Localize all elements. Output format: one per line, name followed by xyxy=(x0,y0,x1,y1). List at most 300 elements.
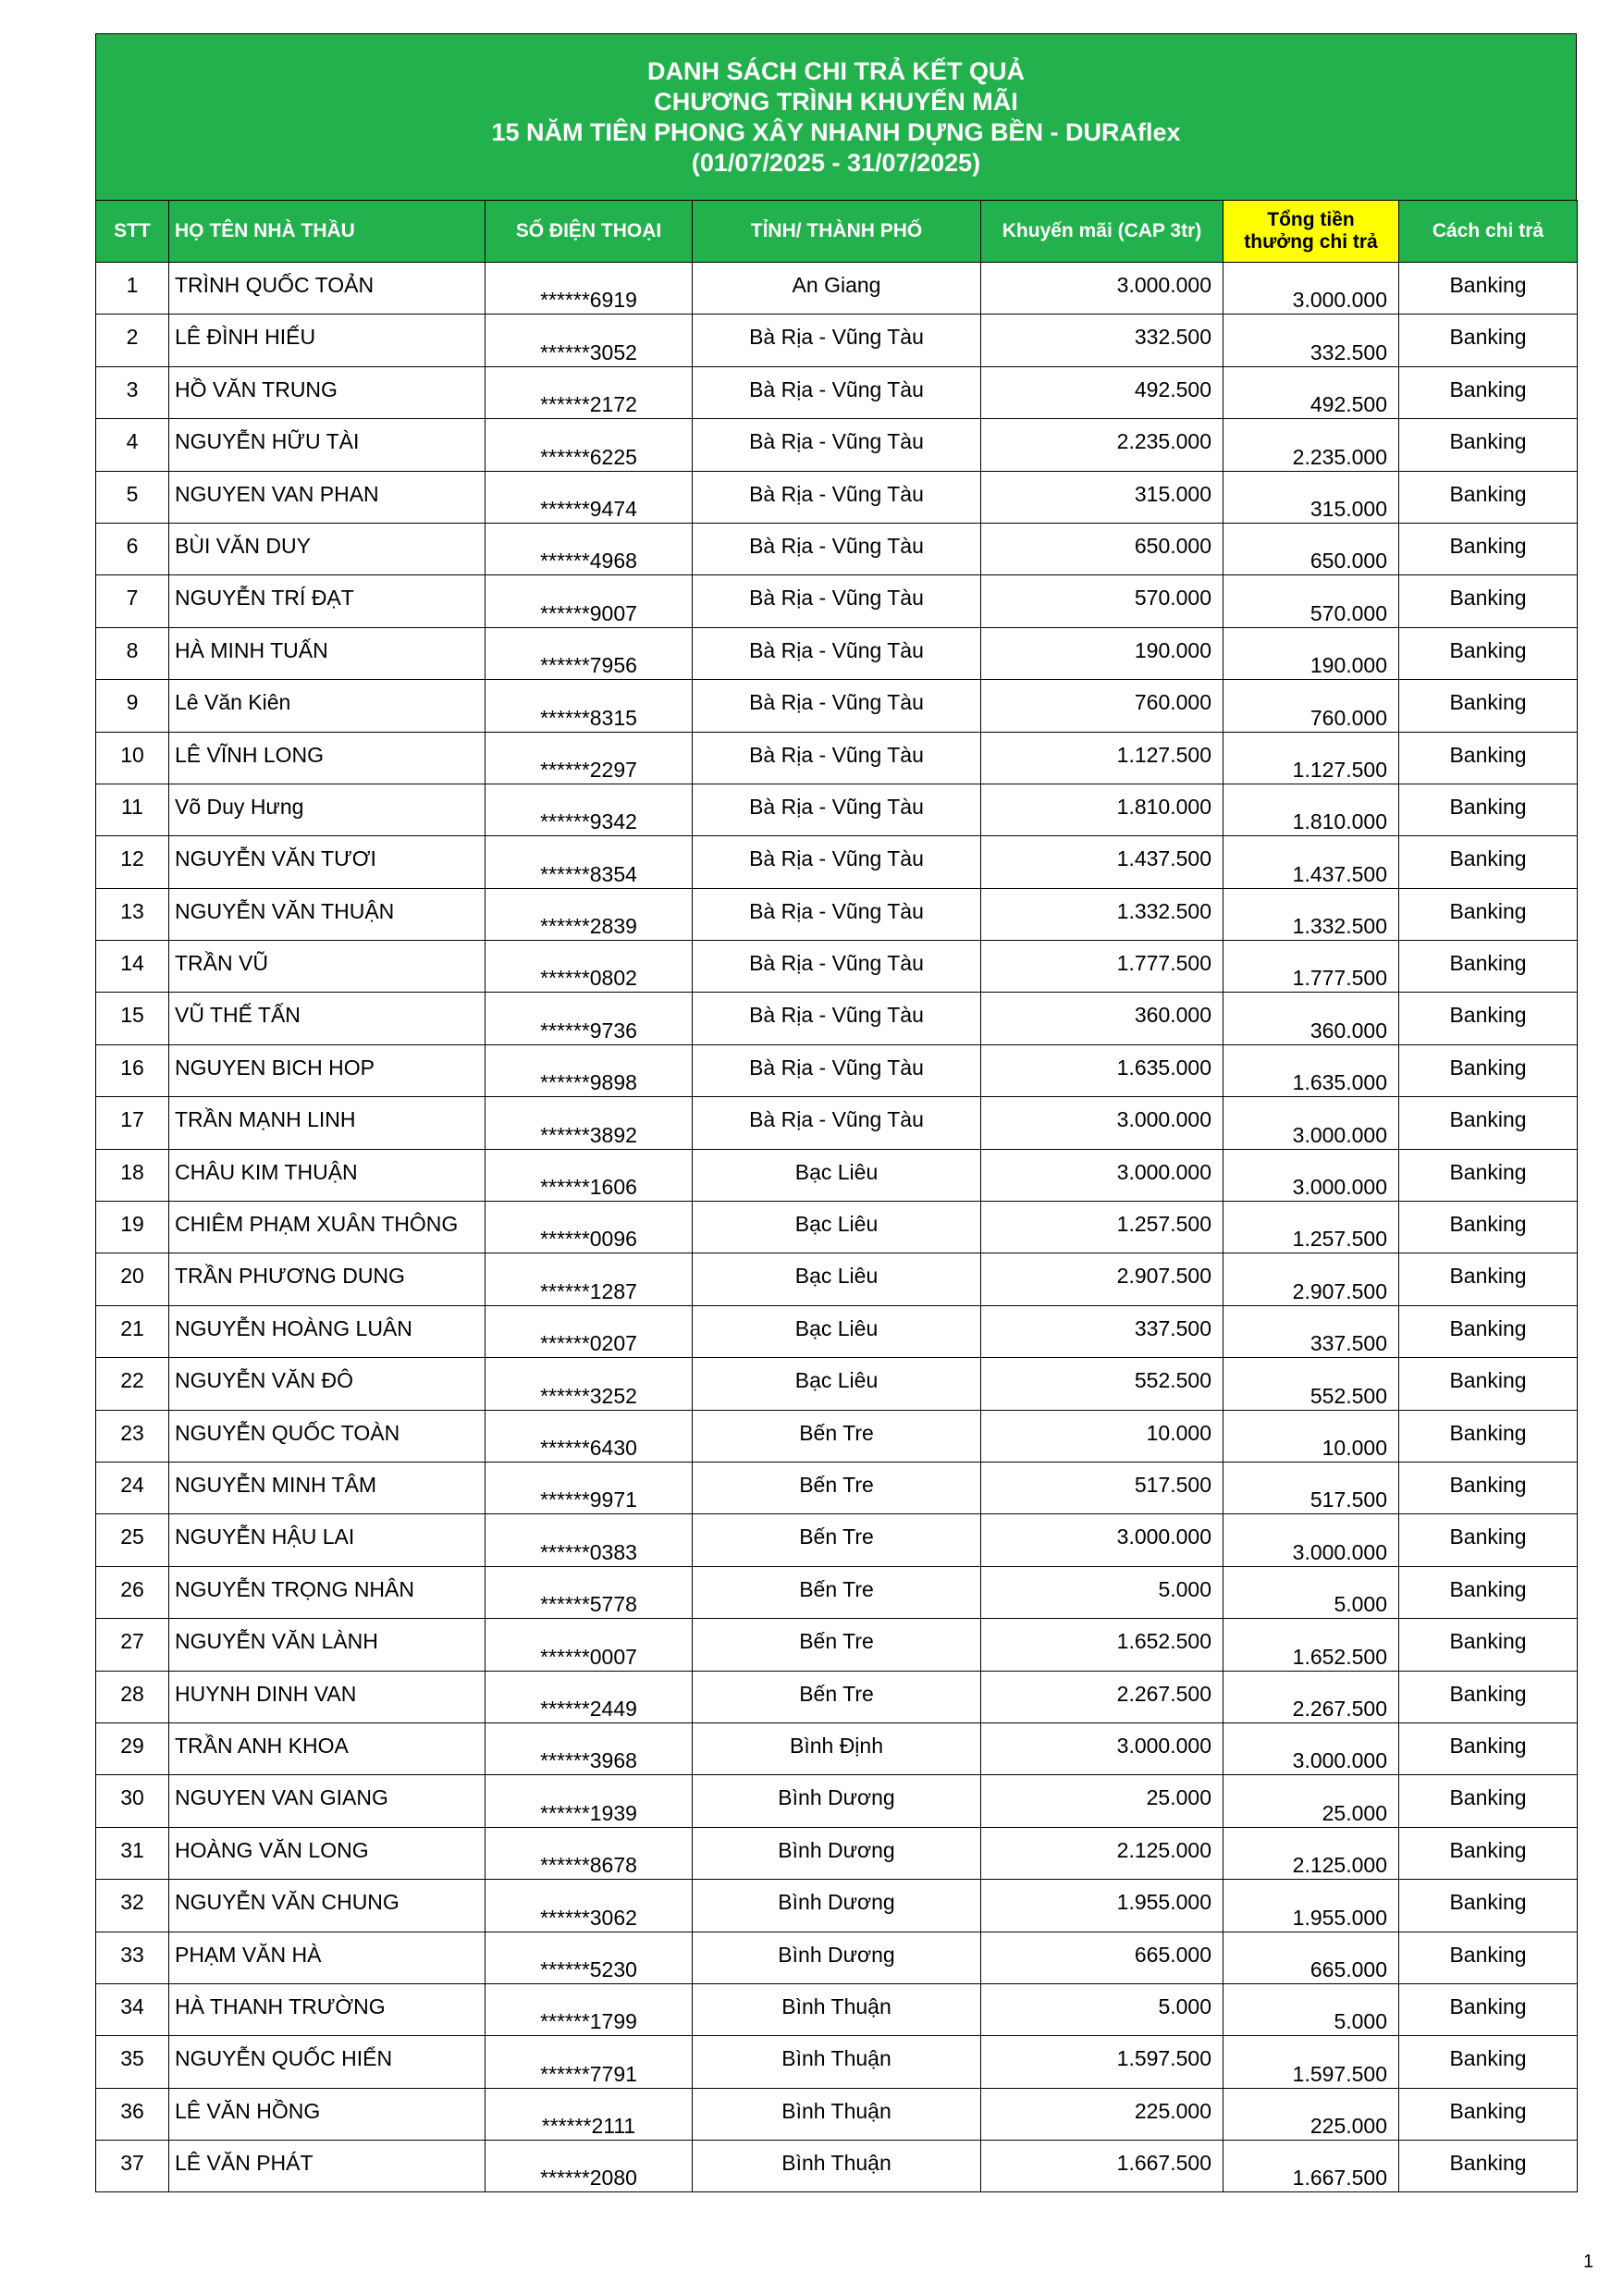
cell-promo: 3.000.000 xyxy=(981,1097,1223,1149)
cell-phone: ******9474 xyxy=(486,471,693,523)
cell-stt: 22 xyxy=(96,1358,169,1410)
header-name: HỌ TÊN NHÀ THẦU xyxy=(169,201,486,263)
cell-promo: 1.652.500 xyxy=(981,1619,1223,1671)
cell-city: Bình Thuận xyxy=(693,1983,981,2035)
cell-method: Banking xyxy=(1399,993,1578,1044)
cell-phone: ******3968 xyxy=(486,1722,693,1774)
cell-city: Bà Rịa - Vũng Tàu xyxy=(693,732,981,784)
table-row xyxy=(96,1880,1578,1932)
cell-name: TRẦN MẠNH LINH xyxy=(169,1097,486,1149)
cell-promo: 1.810.000 xyxy=(981,784,1223,835)
cell-total: 492.500 xyxy=(1223,366,1399,418)
cell-method: Banking xyxy=(1399,2088,1578,2140)
cell-method: Banking xyxy=(1399,1983,1578,2035)
table-row xyxy=(96,1462,1578,1513)
payout-sheet xyxy=(95,33,1577,2192)
cell-stt: 9 xyxy=(96,680,169,732)
cell-stt: 31 xyxy=(96,1827,169,1879)
cell-method: Banking xyxy=(1399,732,1578,784)
cell-method: Banking xyxy=(1399,263,1578,315)
cell-name: NGUYỄN HOÀNG LUÂN xyxy=(169,1305,486,1357)
table-row xyxy=(96,993,1578,1044)
header-total-line-1: Tổng tiền xyxy=(1267,209,1355,230)
cell-phone: ******0383 xyxy=(486,1514,693,1566)
table-row xyxy=(96,1410,1578,1462)
title-block xyxy=(95,33,1577,200)
cell-city: Bến Tre xyxy=(693,1462,981,1513)
cell-name: Lê Văn Kiên xyxy=(169,680,486,732)
cell-city: Bà Rịa - Vũng Tàu xyxy=(693,575,981,627)
cell-name: CHIÊM PHẠM XUÂN THÔNG xyxy=(169,1202,486,1253)
table-row xyxy=(96,263,1578,315)
table-row xyxy=(96,419,1578,471)
cell-city: Bạc Liêu xyxy=(693,1149,981,1201)
header-method: Cách chi trả xyxy=(1399,201,1578,263)
table-row xyxy=(96,680,1578,732)
table-row xyxy=(96,627,1578,679)
cell-total: 665.000 xyxy=(1223,1932,1399,1983)
cell-phone: ******8315 xyxy=(486,680,693,732)
cell-promo: 1.597.500 xyxy=(981,2036,1223,2088)
cell-promo: 1.667.500 xyxy=(981,2141,1223,2192)
cell-promo: 332.500 xyxy=(981,315,1223,366)
header-total-line-2: thưởng chi trả xyxy=(1244,231,1378,253)
cell-total: 3.000.000 xyxy=(1223,1722,1399,1774)
cell-promo: 225.000 xyxy=(981,2088,1223,2140)
cell-phone: ******6225 xyxy=(486,419,693,471)
cell-promo: 10.000 xyxy=(981,1410,1223,1462)
cell-phone: ******1606 xyxy=(486,1149,693,1201)
cell-name: NGUYỄN QUỐC HIỂN xyxy=(169,2036,486,2088)
table-row xyxy=(96,1566,1578,1618)
cell-name: NGUYỄN QUỐC TOÀN xyxy=(169,1410,486,1462)
cell-name: NGUYỄN VĂN CHUNG xyxy=(169,1880,486,1932)
cell-promo: 5.000 xyxy=(981,1983,1223,2035)
cell-total: 190.000 xyxy=(1223,627,1399,679)
cell-stt: 32 xyxy=(96,1880,169,1932)
cell-stt: 6 xyxy=(96,523,169,574)
cell-total: 1.955.000 xyxy=(1223,1880,1399,1932)
cell-city: Bà Rịa - Vũng Tàu xyxy=(693,366,981,418)
cell-city: Bà Rịa - Vũng Tàu xyxy=(693,680,981,732)
cell-method: Banking xyxy=(1399,1775,1578,1827)
cell-name: TRẦN VŨ xyxy=(169,941,486,993)
cell-city: Bình Dương xyxy=(693,1932,981,1983)
cell-city: Bến Tre xyxy=(693,1566,981,1618)
cell-city: Bà Rịa - Vũng Tàu xyxy=(693,888,981,940)
cell-promo: 2.267.500 xyxy=(981,1671,1223,1722)
cell-phone: ******0207 xyxy=(486,1305,693,1357)
cell-promo: 1.635.000 xyxy=(981,1044,1223,1096)
cell-city: Bà Rịa - Vũng Tàu xyxy=(693,784,981,835)
cell-promo: 2.907.500 xyxy=(981,1253,1223,1305)
cell-promo: 1.777.500 xyxy=(981,941,1223,993)
table-row xyxy=(96,1722,1578,1774)
cell-total: 1.810.000 xyxy=(1223,784,1399,835)
cell-promo: 5.000 xyxy=(981,1566,1223,1618)
table-row xyxy=(96,2141,1578,2192)
cell-total: 337.500 xyxy=(1223,1305,1399,1357)
cell-phone: ******8678 xyxy=(486,1827,693,1879)
cell-phone: ******9898 xyxy=(486,1044,693,1096)
cell-name: LÊ VĂN PHÁT xyxy=(169,2141,486,2192)
cell-phone: ******9971 xyxy=(486,1462,693,1513)
cell-name: NGUYỄN TRÍ ĐẠT xyxy=(169,575,486,627)
table-row xyxy=(96,732,1578,784)
cell-method: Banking xyxy=(1399,2141,1578,2192)
cell-method: Banking xyxy=(1399,2036,1578,2088)
table-row xyxy=(96,941,1578,993)
cell-total: 3.000.000 xyxy=(1223,1097,1399,1149)
cell-name: TRÌNH QUỐC TOẢN xyxy=(169,263,486,315)
cell-city: Bà Rịa - Vũng Tàu xyxy=(693,315,981,366)
cell-phone: ******2080 xyxy=(486,2141,693,2192)
table-row xyxy=(96,1202,1578,1253)
title-line-1: DANH SÁCH CHI TRẢ KẾT QUẢ xyxy=(647,57,1025,85)
cell-stt: 37 xyxy=(96,2141,169,2192)
cell-city: Bình Dương xyxy=(693,1880,981,1932)
table-row xyxy=(96,2036,1578,2088)
cell-name: LÊ VĨNH LONG xyxy=(169,732,486,784)
cell-stt: 7 xyxy=(96,575,169,627)
cell-stt: 24 xyxy=(96,1462,169,1513)
cell-stt: 2 xyxy=(96,315,169,366)
table-row xyxy=(96,1358,1578,1410)
cell-total: 2.125.000 xyxy=(1223,1827,1399,1879)
cell-stt: 36 xyxy=(96,2088,169,2140)
cell-promo: 3.000.000 xyxy=(981,1722,1223,1774)
cell-promo: 1.437.500 xyxy=(981,836,1223,888)
cell-name: HÀ THANH TRƯỜNG xyxy=(169,1983,486,2035)
page-number: 1 xyxy=(1583,2252,1594,2272)
cell-method: Banking xyxy=(1399,1305,1578,1357)
cell-promo: 337.500 xyxy=(981,1305,1223,1357)
cell-city: Bạc Liêu xyxy=(693,1305,981,1357)
cell-stt: 8 xyxy=(96,627,169,679)
cell-stt: 5 xyxy=(96,471,169,523)
cell-total: 10.000 xyxy=(1223,1410,1399,1462)
cell-total: 315.000 xyxy=(1223,471,1399,523)
cell-city: Bình Thuận xyxy=(693,2088,981,2140)
cell-city: Bà Rịa - Vũng Tàu xyxy=(693,941,981,993)
cell-method: Banking xyxy=(1399,680,1578,732)
cell-total: 1.667.500 xyxy=(1223,2141,1399,2192)
cell-method: Banking xyxy=(1399,1410,1578,1462)
cell-stt: 4 xyxy=(96,419,169,471)
cell-city: Bến Tre xyxy=(693,1619,981,1671)
cell-stt: 15 xyxy=(96,993,169,1044)
cell-method: Banking xyxy=(1399,471,1578,523)
table-row xyxy=(96,1044,1578,1096)
table-row xyxy=(96,1097,1578,1149)
cell-phone: ******6919 xyxy=(486,263,693,315)
title-line-4: (01/07/2025 - 31/07/2025) xyxy=(691,149,981,177)
header-row xyxy=(96,201,1578,263)
table-row xyxy=(96,1253,1578,1305)
cell-city: Bà Rịa - Vũng Tàu xyxy=(693,627,981,679)
table-row xyxy=(96,1932,1578,1983)
cell-stt: 19 xyxy=(96,1202,169,1253)
cell-phone: ******7956 xyxy=(486,627,693,679)
cell-name: TRẦN PHƯƠNG DUNG xyxy=(169,1253,486,1305)
cell-stt: 1 xyxy=(96,263,169,315)
cell-method: Banking xyxy=(1399,1880,1578,1932)
cell-stt: 16 xyxy=(96,1044,169,1096)
cell-phone: ******2111 xyxy=(486,2088,693,2140)
cell-phone: ******2172 xyxy=(486,366,693,418)
cell-phone: ******4968 xyxy=(486,523,693,574)
cell-total: 2.235.000 xyxy=(1223,419,1399,471)
cell-name: NGUYỄN VĂN THUẬN xyxy=(169,888,486,940)
cell-name: NGUYỄN MINH TÂM xyxy=(169,1462,486,1513)
cell-city: Bà Rịa - Vũng Tàu xyxy=(693,836,981,888)
table-row xyxy=(96,1305,1578,1357)
cell-total: 3.000.000 xyxy=(1223,1514,1399,1566)
table-row xyxy=(96,1514,1578,1566)
cell-name: NGUYỄN HỮU TÀI xyxy=(169,419,486,471)
cell-phone: ******1799 xyxy=(486,1983,693,2035)
table-row xyxy=(96,523,1578,574)
cell-total: 225.000 xyxy=(1223,2088,1399,2140)
cell-total: 1.127.500 xyxy=(1223,732,1399,784)
cell-name: NGUYEN VAN GIANG xyxy=(169,1775,486,1827)
cell-total: 332.500 xyxy=(1223,315,1399,366)
cell-method: Banking xyxy=(1399,627,1578,679)
cell-promo: 315.000 xyxy=(981,471,1223,523)
cell-stt: 14 xyxy=(96,941,169,993)
table-row xyxy=(96,1983,1578,2035)
cell-stt: 17 xyxy=(96,1097,169,1149)
cell-city: Bến Tre xyxy=(693,1410,981,1462)
cell-stt: 21 xyxy=(96,1305,169,1357)
cell-phone: ******8354 xyxy=(486,836,693,888)
cell-name: VŨ THẾ TẤN xyxy=(169,993,486,1044)
cell-method: Banking xyxy=(1399,941,1578,993)
cell-promo: 25.000 xyxy=(981,1775,1223,1827)
cell-method: Banking xyxy=(1399,1671,1578,1722)
cell-total: 760.000 xyxy=(1223,680,1399,732)
cell-city: Bạc Liêu xyxy=(693,1202,981,1253)
cell-name: CHÂU KIM THUẬN xyxy=(169,1149,486,1201)
table-row xyxy=(96,1619,1578,1671)
header-total xyxy=(1223,201,1399,263)
cell-name: HỒ VĂN TRUNG xyxy=(169,366,486,418)
cell-phone: ******5778 xyxy=(486,1566,693,1618)
cell-promo: 1.955.000 xyxy=(981,1880,1223,1932)
cell-method: Banking xyxy=(1399,366,1578,418)
cell-name: TRẦN ANH KHOA xyxy=(169,1722,486,1774)
cell-total: 570.000 xyxy=(1223,575,1399,627)
cell-total: 552.500 xyxy=(1223,1358,1399,1410)
cell-city: Bình Thuận xyxy=(693,2141,981,2192)
cell-name: HUYNH DINH VAN xyxy=(169,1671,486,1722)
cell-phone: ******0096 xyxy=(486,1202,693,1253)
cell-total: 3.000.000 xyxy=(1223,263,1399,315)
cell-stt: 34 xyxy=(96,1983,169,2035)
table-row xyxy=(96,888,1578,940)
cell-promo: 665.000 xyxy=(981,1932,1223,1983)
cell-city: Bà Rịa - Vũng Tàu xyxy=(693,1097,981,1149)
cell-name: NGUYỄN TRỌNG NHÂN xyxy=(169,1566,486,1618)
cell-promo: 492.500 xyxy=(981,366,1223,418)
cell-stt: 28 xyxy=(96,1671,169,1722)
cell-total: 1.437.500 xyxy=(1223,836,1399,888)
header-city: TỈNH/ THÀNH PHỐ xyxy=(693,201,981,263)
cell-total: 2.907.500 xyxy=(1223,1253,1399,1305)
cell-promo: 2.235.000 xyxy=(981,419,1223,471)
cell-phone: ******2449 xyxy=(486,1671,693,1722)
cell-total: 360.000 xyxy=(1223,993,1399,1044)
cell-city: Bà Rịa - Vũng Tàu xyxy=(693,523,981,574)
cell-stt: 10 xyxy=(96,732,169,784)
cell-city: Bạc Liêu xyxy=(693,1358,981,1410)
cell-city: Bà Rịa - Vũng Tàu xyxy=(693,993,981,1044)
cell-total: 5.000 xyxy=(1223,1566,1399,1618)
cell-name: NGUYỄN HẬU LAI xyxy=(169,1514,486,1566)
cell-total: 650.000 xyxy=(1223,523,1399,574)
cell-total: 1.777.500 xyxy=(1223,941,1399,993)
cell-city: Bình Định xyxy=(693,1722,981,1774)
cell-method: Banking xyxy=(1399,1932,1578,1983)
cell-city: Bà Rịa - Vũng Tàu xyxy=(693,419,981,471)
table-row xyxy=(96,1671,1578,1722)
cell-method: Banking xyxy=(1399,1566,1578,1618)
cell-name: Võ Duy Hưng xyxy=(169,784,486,835)
table-row xyxy=(96,1775,1578,1827)
cell-method: Banking xyxy=(1399,1827,1578,1879)
cell-method: Banking xyxy=(1399,888,1578,940)
header-phone: SỐ ĐIỆN THOẠI xyxy=(486,201,693,263)
cell-method: Banking xyxy=(1399,523,1578,574)
cell-city: Bà Rịa - Vũng Tàu xyxy=(693,1044,981,1096)
cell-name: LÊ ĐÌNH HIẾU xyxy=(169,315,486,366)
cell-stt: 33 xyxy=(96,1932,169,1983)
cell-promo: 1.332.500 xyxy=(981,888,1223,940)
cell-total: 517.500 xyxy=(1223,1462,1399,1513)
cell-promo: 2.125.000 xyxy=(981,1827,1223,1879)
cell-stt: 35 xyxy=(96,2036,169,2088)
cell-stt: 30 xyxy=(96,1775,169,1827)
cell-city: Bến Tre xyxy=(693,1671,981,1722)
cell-phone: ******6430 xyxy=(486,1410,693,1462)
cell-method: Banking xyxy=(1399,836,1578,888)
cell-phone: ******9007 xyxy=(486,575,693,627)
title-line-2: CHƯƠNG TRÌNH KHUYẾN MÃI xyxy=(654,88,1018,116)
cell-phone: ******1287 xyxy=(486,1253,693,1305)
cell-city: Bình Dương xyxy=(693,1827,981,1879)
table-row xyxy=(96,471,1578,523)
cell-phone: ******1939 xyxy=(486,1775,693,1827)
cell-method: Banking xyxy=(1399,1149,1578,1201)
cell-city: An Giang xyxy=(693,263,981,315)
cell-city: Bạc Liêu xyxy=(693,1253,981,1305)
cell-name: NGUYỄN VĂN LÀNH xyxy=(169,1619,486,1671)
cell-total: 3.000.000 xyxy=(1223,1149,1399,1201)
cell-stt: 27 xyxy=(96,1619,169,1671)
cell-method: Banking xyxy=(1399,419,1578,471)
cell-city: Bình Dương xyxy=(693,1775,981,1827)
cell-promo: 3.000.000 xyxy=(981,1149,1223,1201)
table-row xyxy=(96,315,1578,366)
table-body xyxy=(96,263,1578,2192)
cell-method: Banking xyxy=(1399,784,1578,835)
cell-method: Banking xyxy=(1399,1202,1578,1253)
cell-name: NGUYỄN VĂN TƯƠI xyxy=(169,836,486,888)
table-row xyxy=(96,784,1578,835)
cell-stt: 26 xyxy=(96,1566,169,1618)
cell-method: Banking xyxy=(1399,1619,1578,1671)
cell-phone: ******3252 xyxy=(486,1358,693,1410)
cell-stt: 23 xyxy=(96,1410,169,1462)
cell-promo: 190.000 xyxy=(981,627,1223,679)
cell-name: HOÀNG VĂN LONG xyxy=(169,1827,486,1879)
cell-total: 5.000 xyxy=(1223,1983,1399,2035)
cell-total: 1.597.500 xyxy=(1223,2036,1399,2088)
cell-promo: 552.500 xyxy=(981,1358,1223,1410)
cell-phone: ******3892 xyxy=(486,1097,693,1149)
cell-city: Bình Thuận xyxy=(693,2036,981,2088)
cell-phone: ******9342 xyxy=(486,784,693,835)
cell-promo: 760.000 xyxy=(981,680,1223,732)
table-row xyxy=(96,366,1578,418)
cell-total: 1.652.500 xyxy=(1223,1619,1399,1671)
cell-name: NGUYEN BICH HOP xyxy=(169,1044,486,1096)
cell-total: 1.635.000 xyxy=(1223,1044,1399,1096)
header-stt: STT xyxy=(96,201,169,263)
cell-phone: ******3052 xyxy=(486,315,693,366)
cell-phone: ******5230 xyxy=(486,1932,693,1983)
cell-promo: 3.000.000 xyxy=(981,263,1223,315)
cell-name: NGUYỄN VĂN ĐÔ xyxy=(169,1358,486,1410)
table-row xyxy=(96,2088,1578,2140)
cell-name: HÀ MINH TUẤN xyxy=(169,627,486,679)
cell-phone: ******7791 xyxy=(486,2036,693,2088)
cell-method: Banking xyxy=(1399,1044,1578,1096)
cell-total: 2.267.500 xyxy=(1223,1671,1399,1722)
cell-phone: ******3062 xyxy=(486,1880,693,1932)
cell-method: Banking xyxy=(1399,1722,1578,1774)
cell-city: Bà Rịa - Vũng Tàu xyxy=(693,471,981,523)
cell-stt: 18 xyxy=(96,1149,169,1201)
header-promo: Khuyến mãi (CAP 3tr) xyxy=(981,201,1223,263)
cell-method: Banking xyxy=(1399,1253,1578,1305)
table-row xyxy=(96,1827,1578,1879)
cell-stt: 11 xyxy=(96,784,169,835)
cell-promo: 650.000 xyxy=(981,523,1223,574)
cell-name: LÊ VĂN HỒNG xyxy=(169,2088,486,2140)
cell-method: Banking xyxy=(1399,575,1578,627)
cell-method: Banking xyxy=(1399,315,1578,366)
cell-name: PHẠM VĂN HÀ xyxy=(169,1932,486,1983)
table-row xyxy=(96,836,1578,888)
cell-method: Banking xyxy=(1399,1097,1578,1149)
cell-city: Bến Tre xyxy=(693,1514,981,1566)
title-line-3: 15 NĂM TIÊN PHONG XÂY NHANH DỰNG BỀN - DURAflex xyxy=(491,118,1181,146)
cell-promo: 1.127.500 xyxy=(981,732,1223,784)
cell-promo: 517.500 xyxy=(981,1462,1223,1513)
cell-promo: 360.000 xyxy=(981,993,1223,1044)
cell-stt: 29 xyxy=(96,1722,169,1774)
cell-stt: 20 xyxy=(96,1253,169,1305)
cell-phone: ******0802 xyxy=(486,941,693,993)
cell-name: NGUYEN VAN PHAN xyxy=(169,471,486,523)
cell-total: 1.332.500 xyxy=(1223,888,1399,940)
cell-phone: ******2297 xyxy=(486,732,693,784)
cell-phone: ******0007 xyxy=(486,1619,693,1671)
cell-stt: 3 xyxy=(96,366,169,418)
cell-promo: 570.000 xyxy=(981,575,1223,627)
cell-stt: 25 xyxy=(96,1514,169,1566)
